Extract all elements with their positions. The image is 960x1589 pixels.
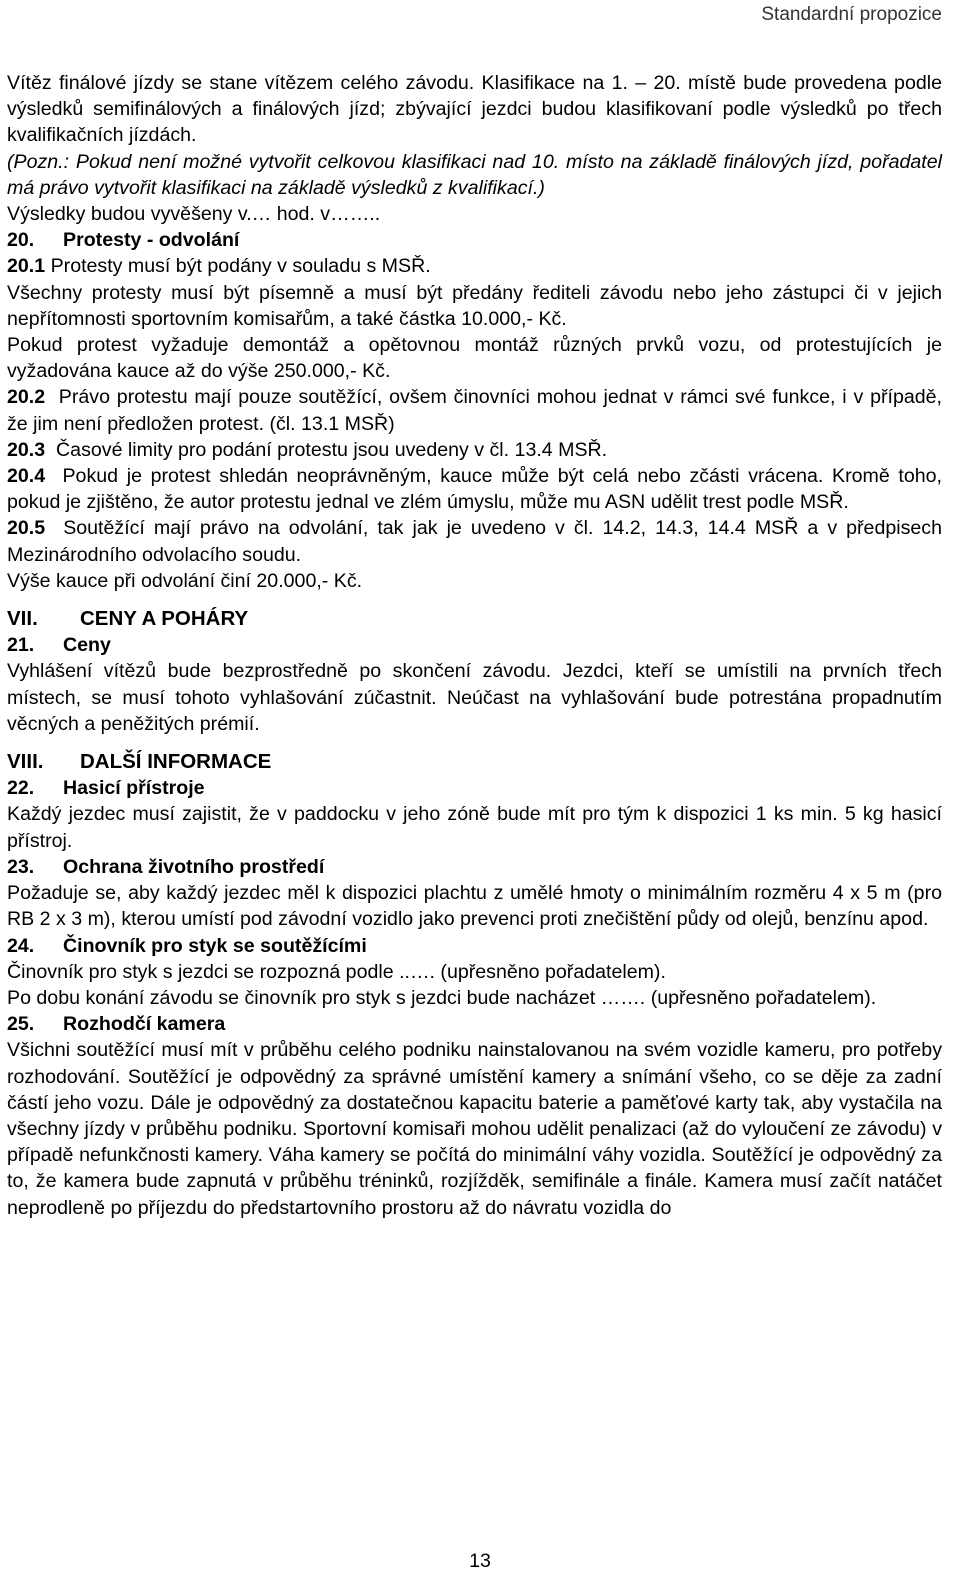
paragraph: Činovník pro styk s jezdci se rozpozná podle ..…. (upřesněno pořadatelem). — [7, 960, 666, 983]
clause-text: Soutěžící mají právo na odvolání, tak jak je uvedeno v čl. 14.2, 14.3, 14.4 MSŘ a v předpisech Mezinárodního odvolacího soudu. — [7, 517, 942, 566]
clause-text: Právo protestu mají pouze soutěžící, ovšem činovníci mohou jednat v rámci své funkce, i v případě, že jim není předložen protest. (čl. 13.1 MSŘ) — [7, 386, 942, 435]
paragraph: Všichni soutěžící musí mít v průběhu celého podniku nainstalovanou na svém vozidle kameru, pro potřeby rozhodování. Soutěžící je odpovědný za správné umístění kamery a snímání všeho, co se děje za zadní částí jeho vozu. Dále je odpovědný za dostatečnou kapacitu baterie a paměťové karty tak, aby vystačila na všechny jízdy v průběhu podniku. Sportovní komisaři mohou udělit penalizaci (až do vyloučení ze závodu) v případě nefunkčnosti kamery. Váha kamery se počítá do minimální váhy vozidla. Soutěžící je odpovědný za to, že kamera bude zapnutá v průběhu tréninků, rozjížděk, semifinále a finále. Kamera musí začít natáčet neprodleně po příjezdu do předstartovního prostoru až do návratu vozidla do — [7, 1039, 942, 1219]
heading-number: 20. — [7, 229, 35, 252]
heading-23 — [7, 854, 942, 880]
heading-title: Hasicí přístroje — [63, 777, 205, 800]
heading-title: Ceny — [63, 634, 111, 657]
heading-title: Činovník pro styk se soutěžícími — [63, 934, 367, 957]
heading-21 — [7, 632, 942, 658]
paragraph: Každý jezdec musí zajistit, že v paddocku v jeho zóně bude mít pro tým k dispozici 1 ks min. 5 kg hasicí přístroj. — [7, 803, 942, 852]
heading-22 — [7, 775, 942, 801]
heading-number: 24. — [7, 934, 35, 957]
heading-number: 22. — [7, 777, 35, 800]
clause-number: 20.3 — [7, 438, 46, 461]
clause-number: 20.1 — [7, 255, 46, 278]
heading-number: 25. — [7, 1013, 35, 1036]
clause-20-2 — [7, 384, 942, 436]
section-title: DALŠÍ INFORMACE — [80, 750, 272, 774]
paragraph: Výsledky budou vyvěšeny v.… hod. v…….. — [7, 203, 381, 226]
document-body — [7, 70, 942, 1221]
section-viii — [7, 749, 942, 775]
clause-text: Časové limity pro podání protestu jsou uvedeny v čl. 13.4 MSŘ. — [56, 438, 608, 461]
clause-text: Protesty musí být podány v souladu s MSŘ. — [50, 255, 431, 278]
running-header: Standardní propozice — [761, 4, 942, 25]
paragraph: Požaduje se, aby každý jezdec měl k dispozici plachtu z umělé hmoty o minimálním rozměru 4 x 5 m (pro RB 2 x 3 m), kterou umístí pod závodní vozidlo jako prevenci proti znečištění půdy od olejů, benzínu apod. — [7, 882, 942, 931]
section-number: VIII. — [7, 750, 44, 774]
heading-title: Rozhodčí kamera — [63, 1013, 226, 1036]
heading-title: Protesty - odvolání — [63, 229, 240, 252]
clause-20-4 — [7, 463, 942, 515]
paragraph: Všechny protesty musí být písemně a musí být předány řediteli závodu nebo jeho zástupci či v jejich nepřítomnosti sportovním komisařům, a také částka 10.000,- Kč. — [7, 281, 942, 330]
heading-20 — [7, 227, 942, 253]
section-number: VII. — [7, 607, 38, 631]
clause-number: 20.4 — [7, 465, 46, 488]
paragraph: Pokud protest vyžaduje demontáž a opětovnou montáž různých prvků vozu, od protestujících je vyžadována kauce až do výše 250.000,- Kč. — [7, 334, 942, 383]
paragraph: Vítěz finálové jízdy se stane vítězem celého závodu. Klasifikace na 1. – 20. místě bude provedena podle výsledků semifinálových a finálových jízd; zbývající jezdci budou klasifikovaní podle výsledků po třech kvalifikačních jízdách. — [7, 72, 942, 147]
page-number: 13 — [469, 1550, 491, 1572]
heading-25 — [7, 1011, 942, 1037]
clause-text: Pokud je protest shledán neoprávněným, kauce může být celá nebo zčásti vrácena. Kromě toho, pokud je zjištěno, že autor protestu jednal ve zlém úmyslu, může mu ASN udělit trest podle MSŘ. — [7, 465, 942, 514]
clause-number: 20.2 — [7, 386, 46, 409]
paragraph: Vyhlášení vítězů bude bezprostředně po skončení závodu. Jezdci, kteří se umístili na prvních třech místech, se musí tohoto vyhlašování zúčastnit. Neúčast na vyhlašování bude potrestána propadnutím věcných a peněžitých prémií. — [7, 660, 942, 735]
paragraph: Po dobu konání závodu se činovník pro styk s jezdci bude nacházet ……. (upřesněno pořadatelem). — [7, 986, 877, 1009]
heading-title: Ochrana životního prostředí — [63, 855, 325, 878]
section-title: CENY A POHÁRY — [80, 607, 249, 631]
heading-number: 23. — [7, 855, 35, 878]
note-paragraph: (Pozn.: Pokud není možné vytvořit celkovou klasifikaci nad 10. místo na základě finálových jízd, pořadatel má právo vytvořit klasifikaci na základě výsledků z kvalifikací.) — [7, 150, 942, 199]
clause-20-5 — [7, 515, 942, 567]
section-vii — [7, 606, 942, 632]
clause-number: 20.5 — [7, 517, 46, 540]
clause-20-3 — [7, 437, 942, 463]
heading-24 — [7, 933, 942, 959]
paragraph: Výše kauce při odvolání činí 20.000,- Kč. — [7, 569, 363, 592]
heading-number: 21. — [7, 634, 35, 657]
clause-20-1 — [7, 253, 942, 279]
